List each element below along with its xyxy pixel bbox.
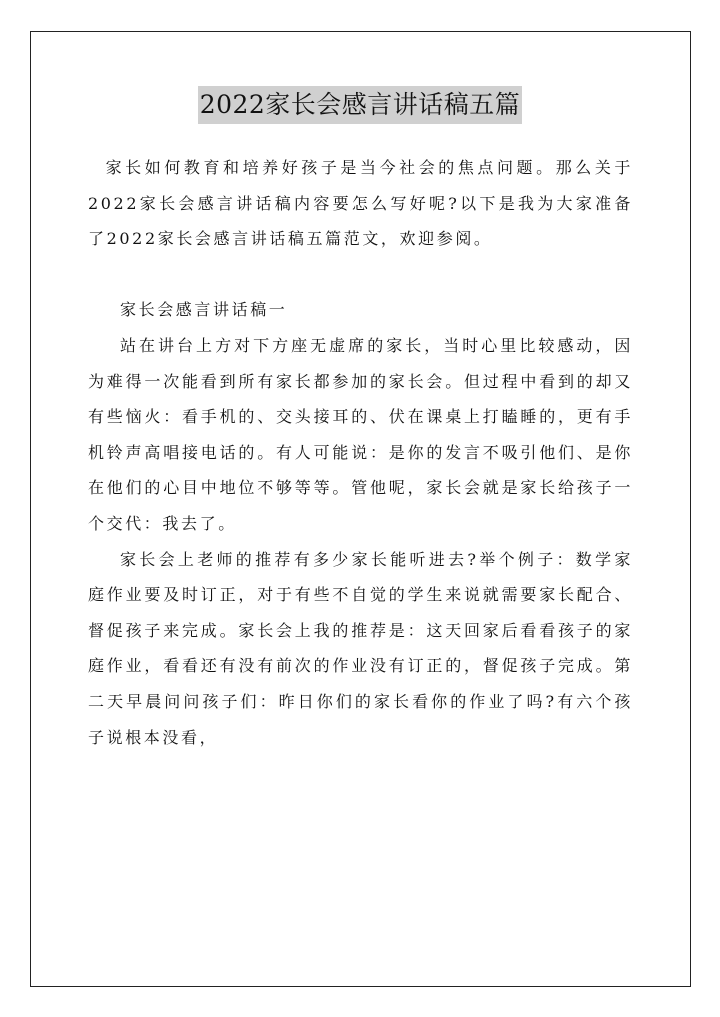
body-paragraph-2: 家长会上老师的推荐有多少家长能听进去?举个例子：数学家庭作业要及时订正，对于有些不自觉的学生来说就需要家长配合、督促孩子来完成。家长会上我的推荐是：这天回家后看看孩子的家庭作业，看看还有没有前次的作业没有订正的，督促孩子完成。第二天早晨问问孩子们：昨日你们的家长看你的作业了吗?有六个孩子说根本没看， xyxy=(88,549,633,747)
intro-paragraph: 家长如何教育和培养好孩子是当今社会的焦点问题。那么关于2022家长会感言讲话稿内容要怎么写好呢?以下是我为大家准备了2022家长会感言讲话稿五篇范文，欢迎参阅。 xyxy=(88,158,633,249)
section-heading: 家长会感言讲话稿一 xyxy=(120,300,288,320)
document-body xyxy=(88,150,633,755)
document-title: 2022家长会感言讲话稿五篇 xyxy=(198,86,523,124)
title-wrap xyxy=(0,86,720,124)
body-paragraph-1: 站在讲台上方对下方座无虚席的家长，当时心里比较感动，因为难得一次能看到所有家长都参加的家长会。但过程中看到的却又有些恼火：看手机的、交头接耳的、伏在课桌上打瞌睡的，更有手机铃声高唱接电话的。有人可能说：是你的发言不吸引他们、是你在他们的心目中地位不够等等。管他呢，家长会就是家长给孩子一个交代：我去了。 xyxy=(88,335,633,533)
